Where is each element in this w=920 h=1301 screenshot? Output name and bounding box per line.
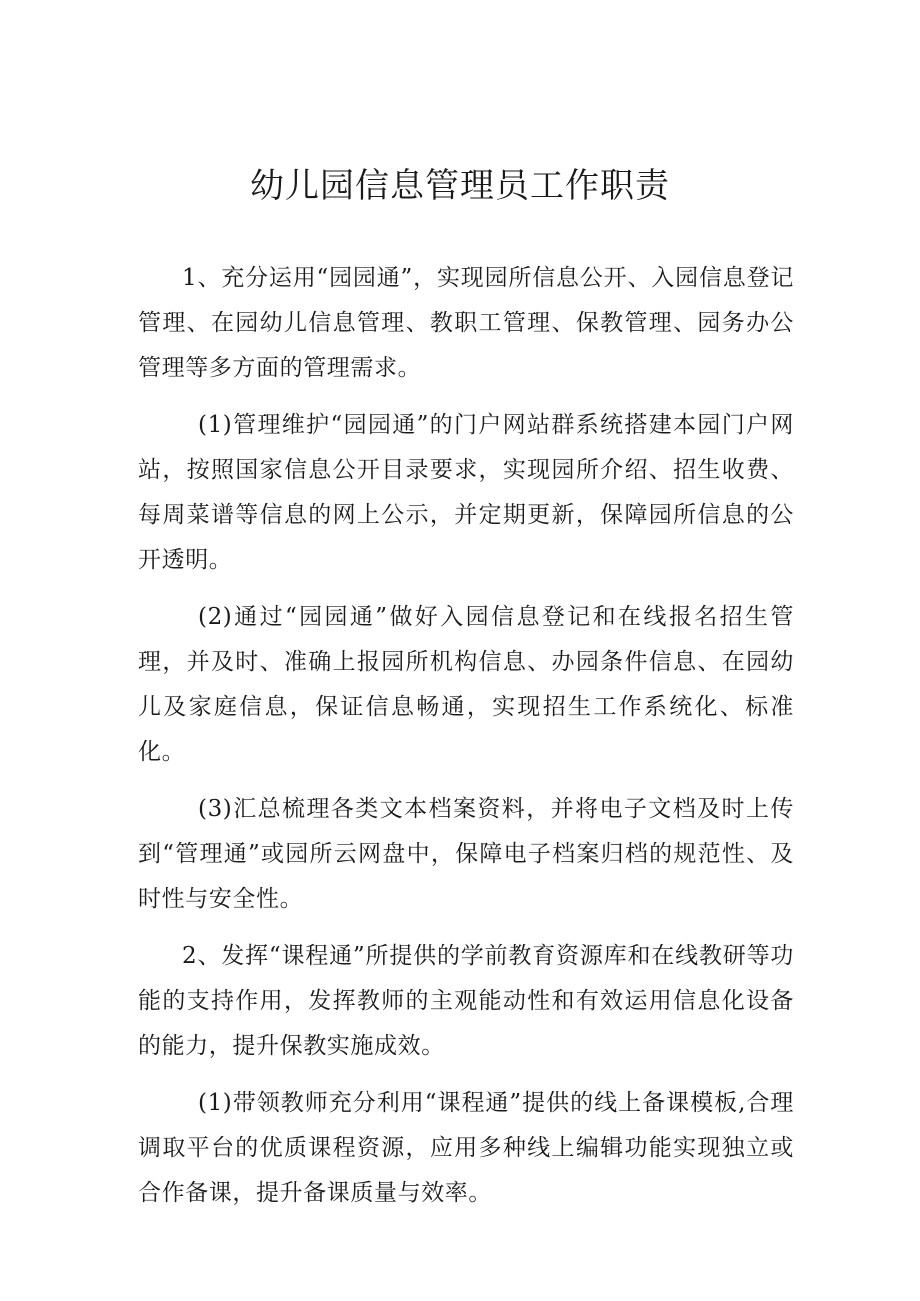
paragraph-item-2: 2、发挥“课程通”所提供的学前教育资源库和在线教研等功能的支持作用，发挥教师的主观能动性和有效运用信息化设备的能力，提升保教实施成效。 bbox=[138, 943, 794, 1059]
document-body bbox=[138, 256, 794, 1228]
document-title: 幼儿园信息管理员工作职责 bbox=[250, 166, 670, 206]
paragraph-item-1: 1、充分运用“园园通”，实现园所信息公开、入园信息登记管理、在园幼儿信息管理、教职工管理、保教管理、园务办公管理等多方面的管理需求。 bbox=[138, 265, 794, 381]
paragraph-subitem-1-3: (3)汇总梳理各类文本档案资料，并将电子文档及时上传到“管理通”或园所云网盘中，保障电子档案归档的规范性、及时性与安全性。 bbox=[138, 796, 794, 912]
paragraph-subitem-1-2: (2)通过“园园通”做好入园信息登记和在线报名招生管理，并及时、准确上报园所机构信息、办园条件信息、在园幼儿及家庭信息，保证信息畅通，实现招生工作系统化、标准化。 bbox=[138, 604, 794, 765]
paragraph-subitem-1-1: (1)管理维护“园园通”的门户网站群系统搭建本园门户网站，按照国家信息公开目录要求，实现园所介绍、招生收费、每周菜谱等信息的网上公示，并定期更新，保障园所信息的公开透明。 bbox=[138, 412, 794, 573]
paragraph-subitem-2-1: (1)带领教师充分利用“课程通”提供的线上备课模板,合理调取平台的优质课程资源，应用多种线上编辑功能实现独立或合作备课，提升备课质量与效率。 bbox=[138, 1090, 794, 1206]
